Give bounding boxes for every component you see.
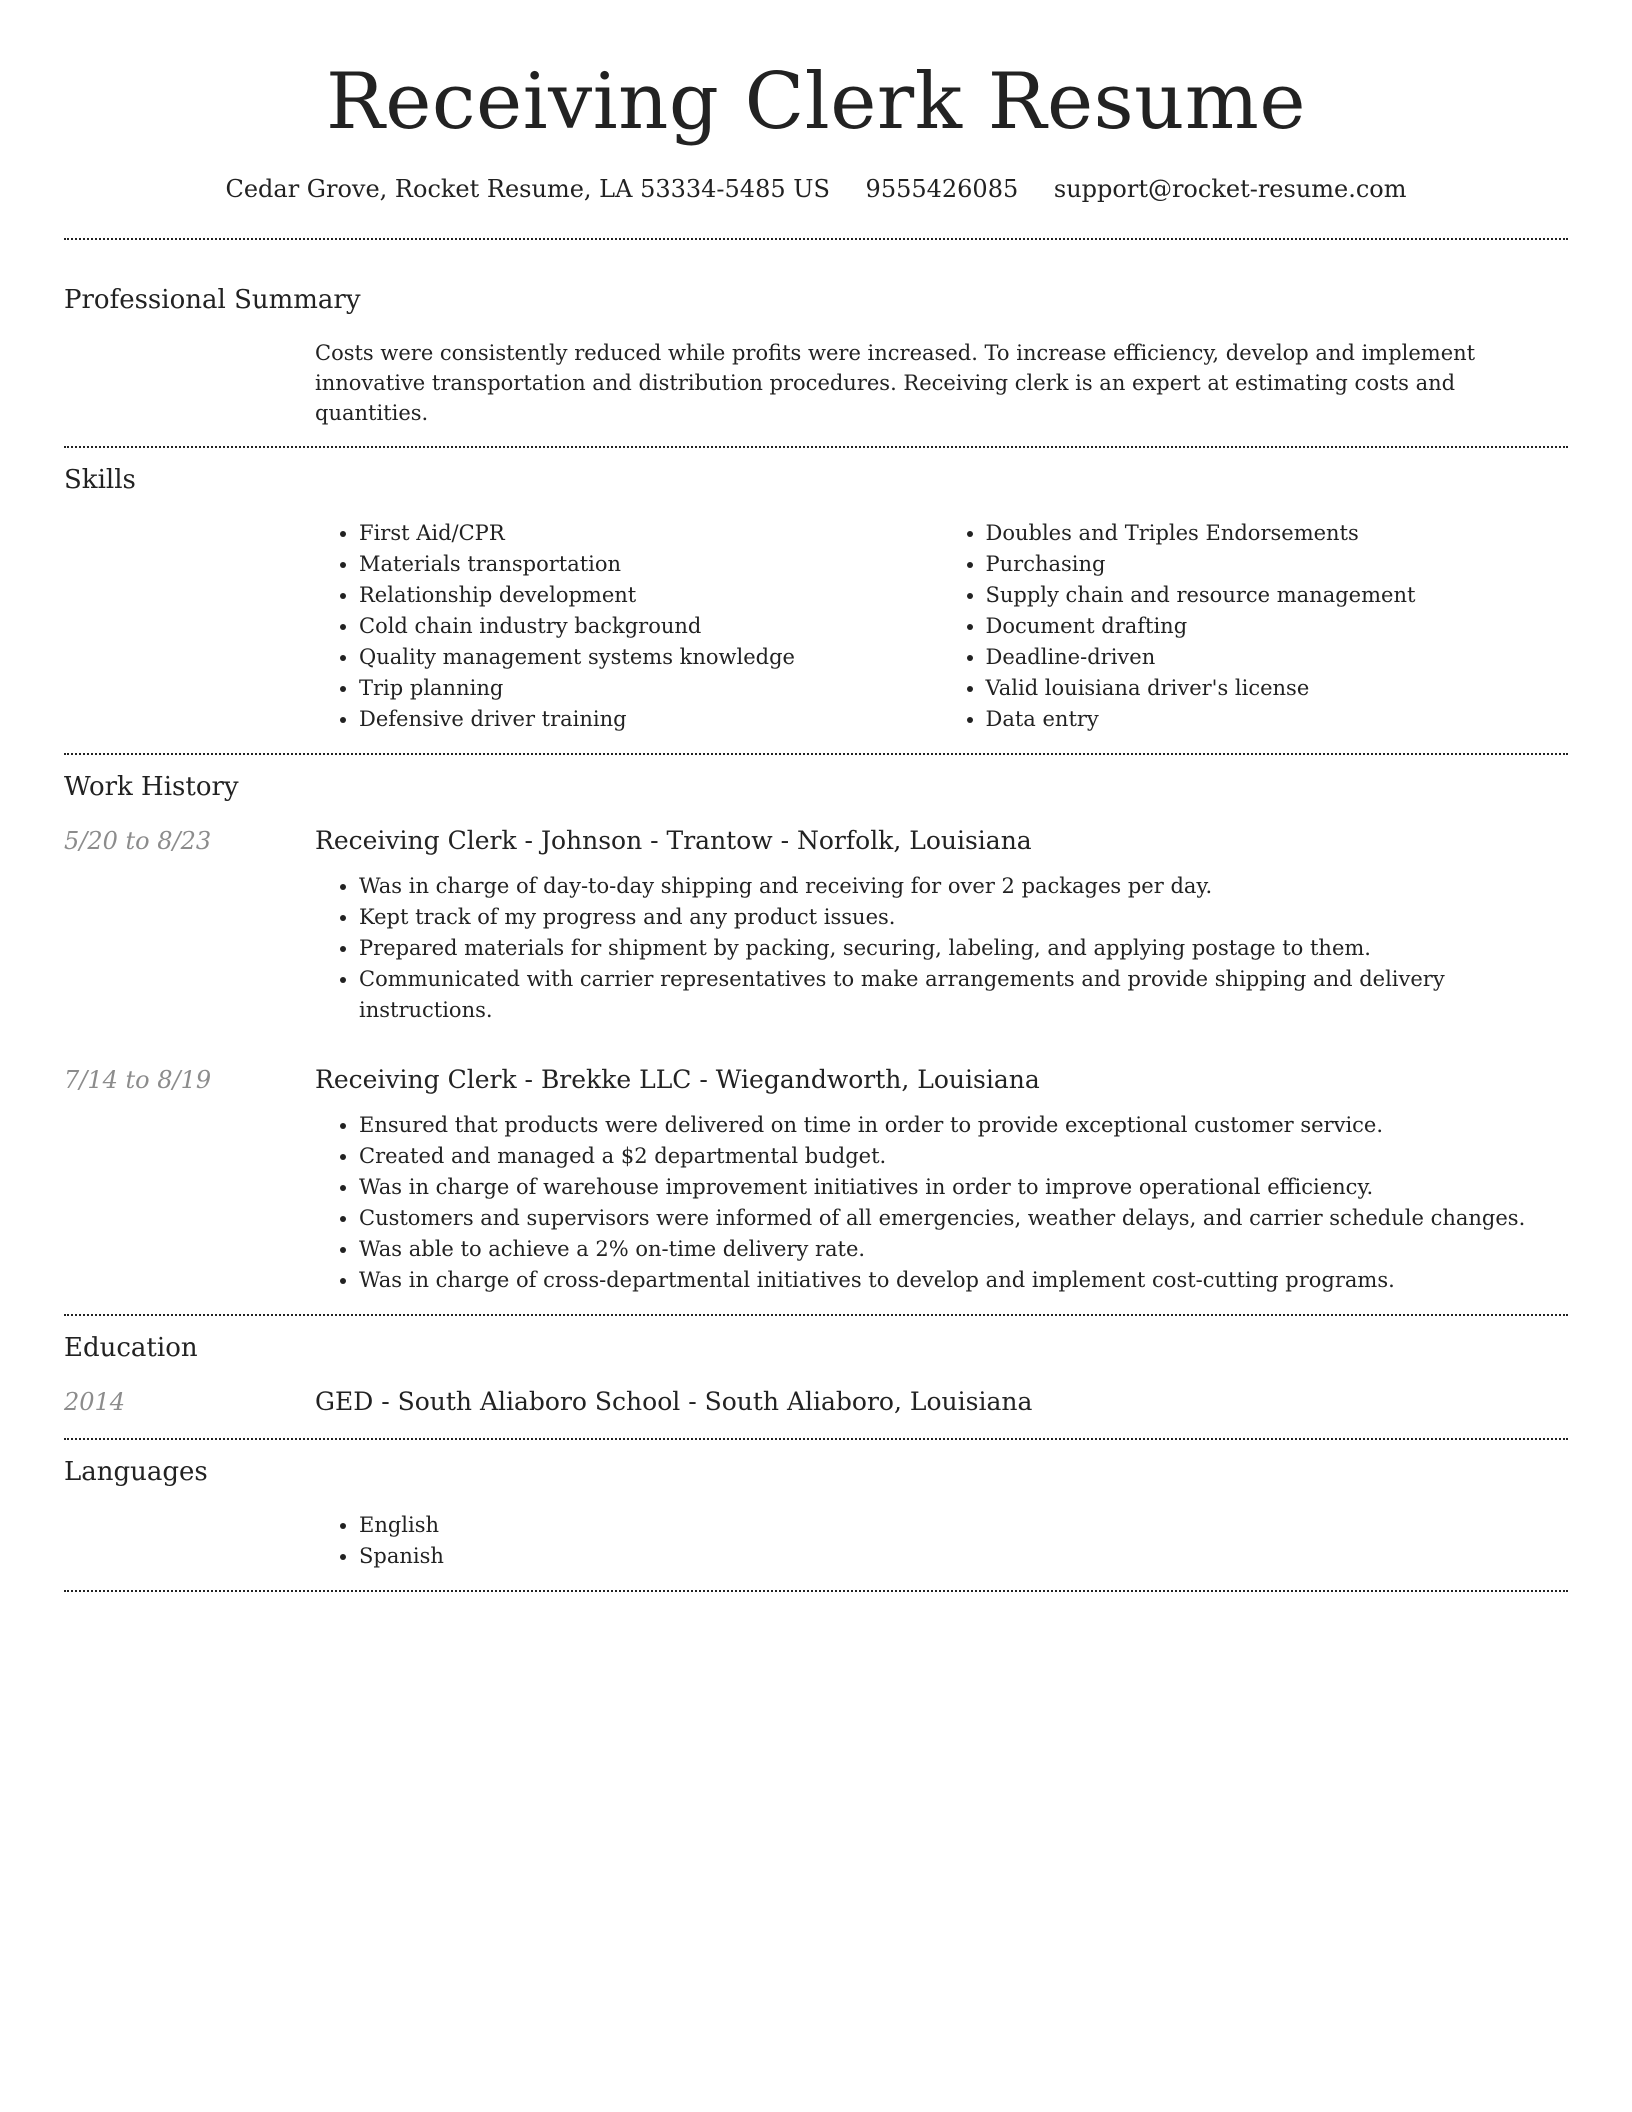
job-title: Receiving Clerk - Johnson - Trantow - Norfolk, Louisiana [315,826,1032,855]
skills-heading: Skills [64,465,136,495]
summary-text: Costs were consistently reduced while profits were increased. To increase efficiency, develop and implement innovative transportation and distribution procedures. Receiving clerk is an expert at estimating costs and quantities. [315,341,1476,425]
work-history-section [64,755,1568,1314]
education-entry [64,1384,1568,1420]
contact-phone: 9555426085 [865,175,1019,203]
contact-address: Cedar Grove, Rocket Resume, LA 53334-5485 US [225,175,830,203]
job-bullet: • Customers and supervisors were informed of all emergencies, weather delays, and carrier schedule changes. [359,1203,1568,1234]
skill-item: • Deadline-driven [986,642,1569,673]
job-details [315,1062,1568,1296]
skills-list-left [315,518,942,735]
skills-list-right [942,518,1569,735]
job-bullet: • Was in charge of cross-departmental initiatives to develop and implement cost-cutting programs. [359,1265,1568,1296]
languages-list-wrap [315,1510,1568,1572]
skill-item: • Relationship development [359,580,942,611]
skill-item: • Valid louisiana driver's license [986,673,1569,704]
language-item: • Spanish [359,1541,1568,1572]
resume-page [64,0,1568,1592]
skill-item: • Doubles and Triples Endorsements [986,518,1569,549]
education-heading: Education [64,1333,198,1363]
job-entry [64,823,1568,1026]
contact-email: support@rocket-resume.com [1053,175,1407,203]
resume-title: Receiving Clerk Resume [325,57,1307,147]
language-item: • English [359,1510,1568,1541]
job-bullet: • Was able to achieve a 2% on-time delivery rate. [359,1234,1568,1265]
summary-heading: Professional Summary [64,285,361,315]
languages-section [64,1440,1568,1590]
education-details [315,1384,1568,1420]
contact-line [64,172,1568,206]
job-bullet: • Was in charge of day-to-day shipping and receiving for over 2 packages per day. [359,871,1568,902]
education-year: 2014 [64,1388,126,1416]
skills-section [64,448,1568,753]
skill-item: • Data entry [986,704,1569,735]
education-section [64,1316,1568,1438]
education-title: GED - South Aliaboro School - South Aliaboro, Louisiana [315,1387,1033,1416]
skill-item: • Document drafting [986,611,1569,642]
job-details [315,823,1568,1026]
skill-item: • Defensive driver training [359,704,942,735]
job-bullets [315,871,1568,1026]
job-dates: 7/14 to 8/19 [64,1066,212,1094]
skills-grid [315,518,1568,735]
job-dates: 5/20 to 8/23 [64,827,212,855]
job-bullet: • Ensured that products were delivered on time in order to provide exceptional customer service. [359,1110,1568,1141]
work-history-heading: Work History [64,772,239,802]
job-bullet: • Created and managed a $2 departmental budget. [359,1141,1568,1172]
skill-item: • Quality management systems knowledge [359,642,942,673]
skill-item: • Supply chain and resource management [986,580,1569,611]
summary-section [64,240,1568,446]
skill-item: • Trip planning [359,673,942,704]
job-title: Receiving Clerk - Brekke LLC - Wiegandworth, Louisiana [315,1065,1040,1094]
skill-item: • Materials transportation [359,549,942,580]
skill-item: • Cold chain industry background [359,611,942,642]
languages-divider [64,1590,1568,1592]
job-bullet: • Communicated with carrier representatives to make arrangements and provide shipping and delivery instructions. [359,964,1568,1026]
job-entry [64,1062,1568,1296]
languages-list [315,1510,1568,1572]
languages-heading: Languages [64,1457,208,1487]
job-bullet: • Prepared materials for shipment by packing, securing, labeling, and applying postage to them. [359,933,1568,964]
skill-item: • First Aid/CPR [359,518,942,549]
job-bullets [315,1110,1568,1296]
job-bullet: • Kept track of my progress and any product issues. [359,902,1568,933]
job-bullet: • Was in charge of warehouse improvement initiatives in order to improve operational efficiency. [359,1172,1568,1203]
skill-item: • Purchasing [986,549,1569,580]
